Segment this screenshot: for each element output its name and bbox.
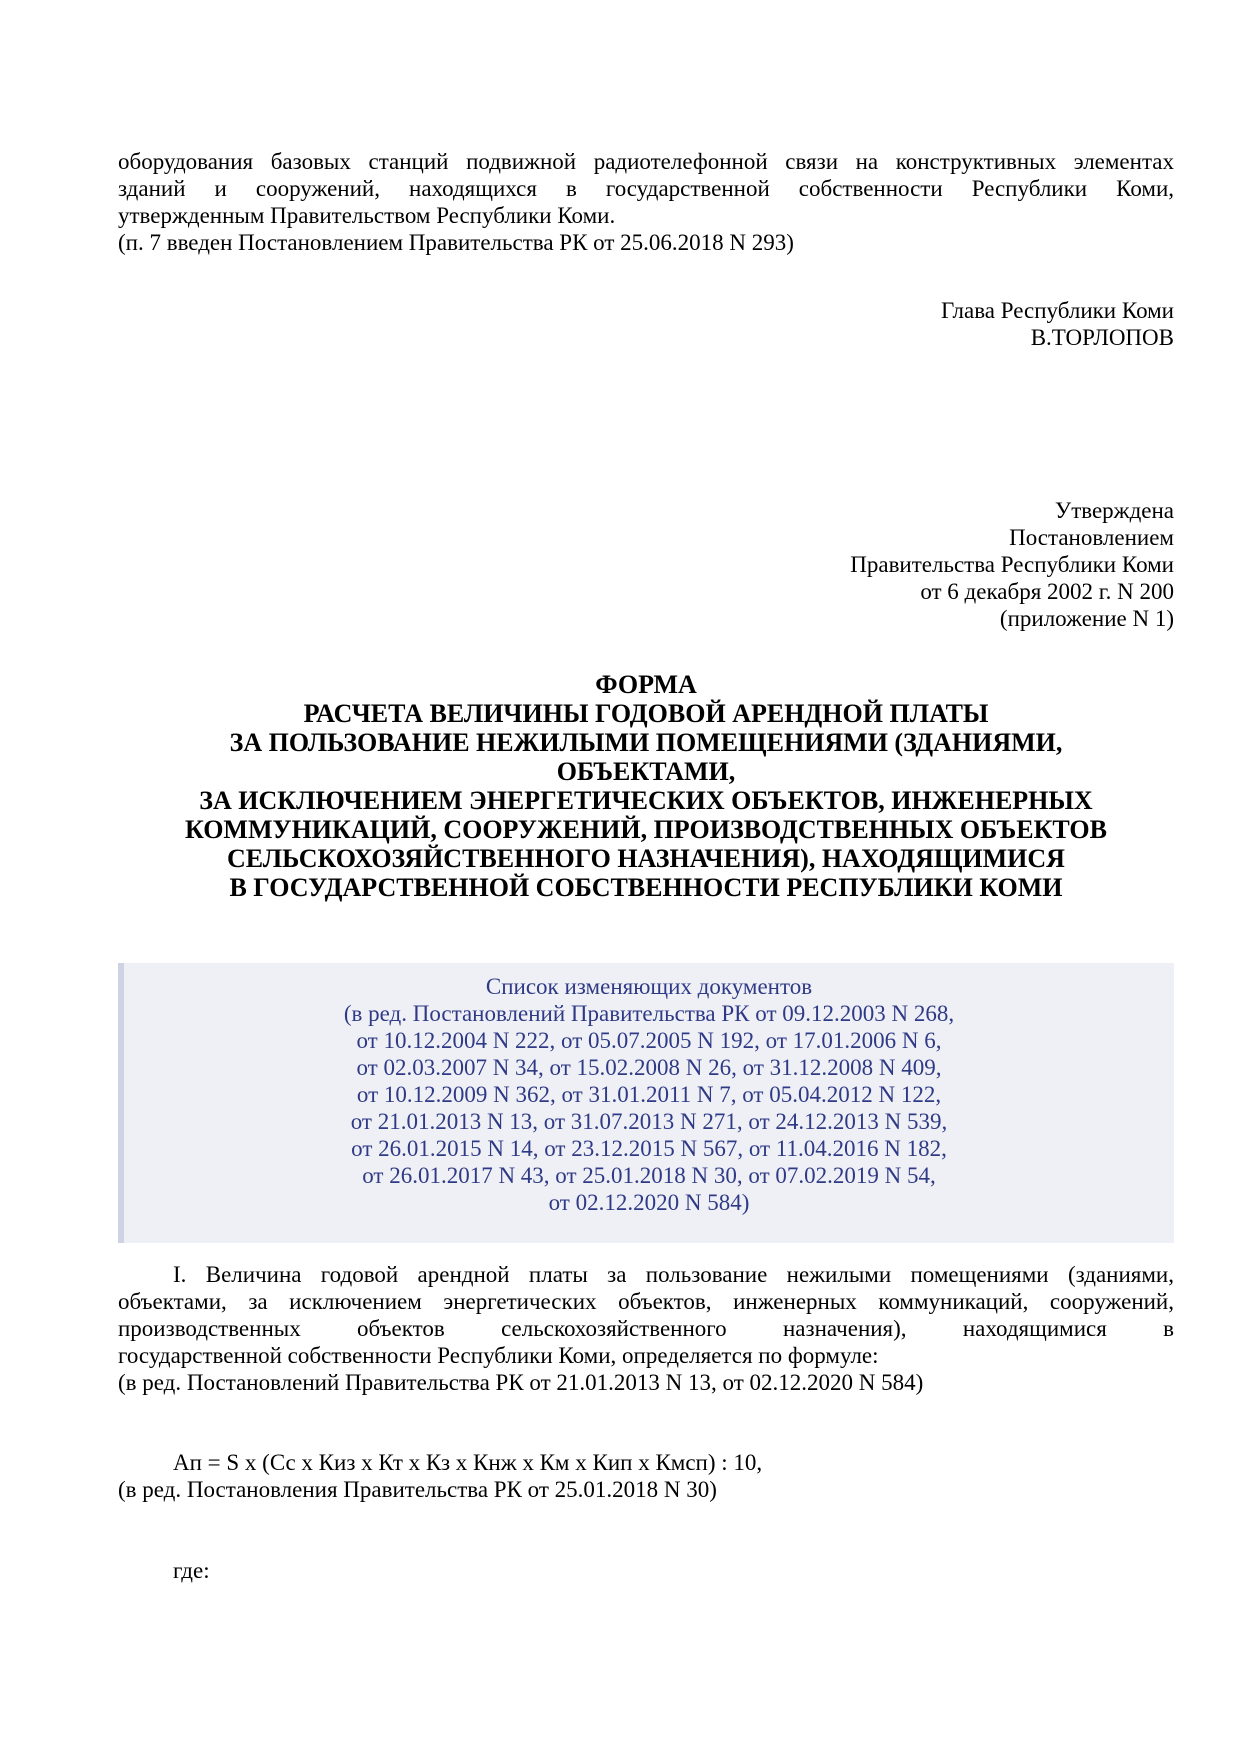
title-line: КОММУНИКАЦИЙ, СООРУЖЕНИЙ, ПРОИЗВОДСТВЕННЫХ ОБЪЕКТОВ bbox=[184, 815, 1107, 844]
where-label: где: bbox=[173, 1558, 210, 1583]
signature-block bbox=[118, 297, 1174, 351]
changes-line: Список изменяющих документов bbox=[485, 974, 813, 999]
signature-position: Глава Республики Коми bbox=[940, 298, 1174, 323]
formula-text: Ап = S x (Сс x Киз x Кт x Кз x Кнж x Км x Кип x Кмсп) : 10, bbox=[173, 1450, 763, 1475]
title-line: СЕЛЬСКОХОЗЯЙСТВЕННОГО НАЗНАЧЕНИЯ), НАХОДЯЩИМИСЯ bbox=[227, 844, 1065, 873]
formula-block bbox=[118, 1449, 1174, 1503]
section-one-line: I. Величина годовой арендной платы за пользование нежилыми помещениями (зданиями, bbox=[173, 1262, 1174, 1287]
where-block bbox=[118, 1557, 1174, 1584]
title-line: ФОРМА bbox=[595, 670, 697, 699]
changes-list bbox=[124, 973, 1174, 1216]
approval-line: (приложение N 1) bbox=[999, 606, 1174, 631]
signature-name: В.ТОРЛОПОВ bbox=[1030, 325, 1174, 350]
intro-line: зданий и сооружений, находящихся в государственной собственности Республики Коми, bbox=[118, 176, 1174, 201]
intro-paragraph bbox=[118, 148, 1174, 256]
approval-block bbox=[118, 497, 1174, 632]
changes-line: (в ред. Постановлений Правительства РК от 09.12.2003 N 268, bbox=[343, 1001, 955, 1026]
formula-note: (в ред. Постановления Правительства РК от 25.01.2018 N 30) bbox=[118, 1477, 717, 1502]
form-title bbox=[118, 670, 1174, 902]
section-one bbox=[118, 1261, 1174, 1396]
section-one-line: производственных объектов сельскохозяйственного назначения), находящимися в bbox=[118, 1316, 1174, 1341]
intro-line: утвержденным Правительством Республики Коми. bbox=[118, 203, 616, 228]
title-line: РАСЧЕТА ВЕЛИЧИНЫ ГОДОВОЙ АРЕНДНОЙ ПЛАТЫ bbox=[303, 699, 989, 728]
section-one-line: объектами, за исключением энергетических объектов, инженерных коммуникаций, сооружений, bbox=[118, 1289, 1174, 1314]
title-line: ОБЪЕКТАМИ, bbox=[556, 757, 736, 786]
title-line: В ГОСУДАРСТВЕННОЙ СОБСТВЕННОСТИ РЕСПУБЛИКИ КОМИ bbox=[229, 873, 1063, 902]
changes-line: от 26.01.2015 N 14, от 23.12.2015 N 567, от 11.04.2016 N 182, bbox=[351, 1136, 947, 1161]
approval-line: Постановлением bbox=[1009, 525, 1174, 550]
changes-line: от 26.01.2017 N 43, от 25.01.2018 N 30, от 07.02.2019 N 54, bbox=[362, 1163, 936, 1188]
changes-line: от 10.12.2004 N 222, от 05.07.2005 N 192, от 17.01.2006 N 6, bbox=[356, 1028, 942, 1053]
section-one-line: государственной собственности Республики Коми, определяется по формуле: bbox=[118, 1343, 879, 1368]
title-line: ЗА ИСКЛЮЧЕНИЕМ ЭНЕРГЕТИЧЕСКИХ ОБЪЕКТОВ, ИНЖЕНЕРНЫХ bbox=[199, 786, 1093, 815]
approval-line: Правительства Республики Коми bbox=[850, 552, 1174, 577]
intro-note: (п. 7 введен Постановлением Правительства РК от 25.06.2018 N 293) bbox=[118, 230, 794, 255]
changes-line: от 02.03.2007 N 34, от 15.02.2008 N 26, от 31.12.2008 N 409, bbox=[356, 1055, 942, 1080]
changes-line: от 21.01.2013 N 13, от 31.07.2013 N 271, от 24.12.2013 N 539, bbox=[350, 1109, 948, 1134]
title-line: ЗА ПОЛЬЗОВАНИЕ НЕЖИЛЫМИ ПОМЕЩЕНИЯМИ (ЗДАНИЯМИ, bbox=[229, 728, 1063, 757]
changes-line: от 10.12.2009 N 362, от 31.01.2011 N 7, от 05.04.2012 N 122, bbox=[356, 1082, 942, 1107]
approval-line: от 6 декабря 2002 г. N 200 bbox=[920, 579, 1174, 604]
changes-line: от 02.12.2020 N 584) bbox=[548, 1190, 750, 1215]
section-one-note: (в ред. Постановлений Правительства РК от 21.01.2013 N 13, от 02.12.2020 N 584) bbox=[118, 1370, 924, 1395]
intro-line: оборудования базовых станций подвижной радиотелефонной связи на конструктивных элементах bbox=[118, 149, 1174, 174]
approval-line: Утверждена bbox=[1054, 498, 1174, 523]
changes-box bbox=[118, 963, 1174, 1243]
